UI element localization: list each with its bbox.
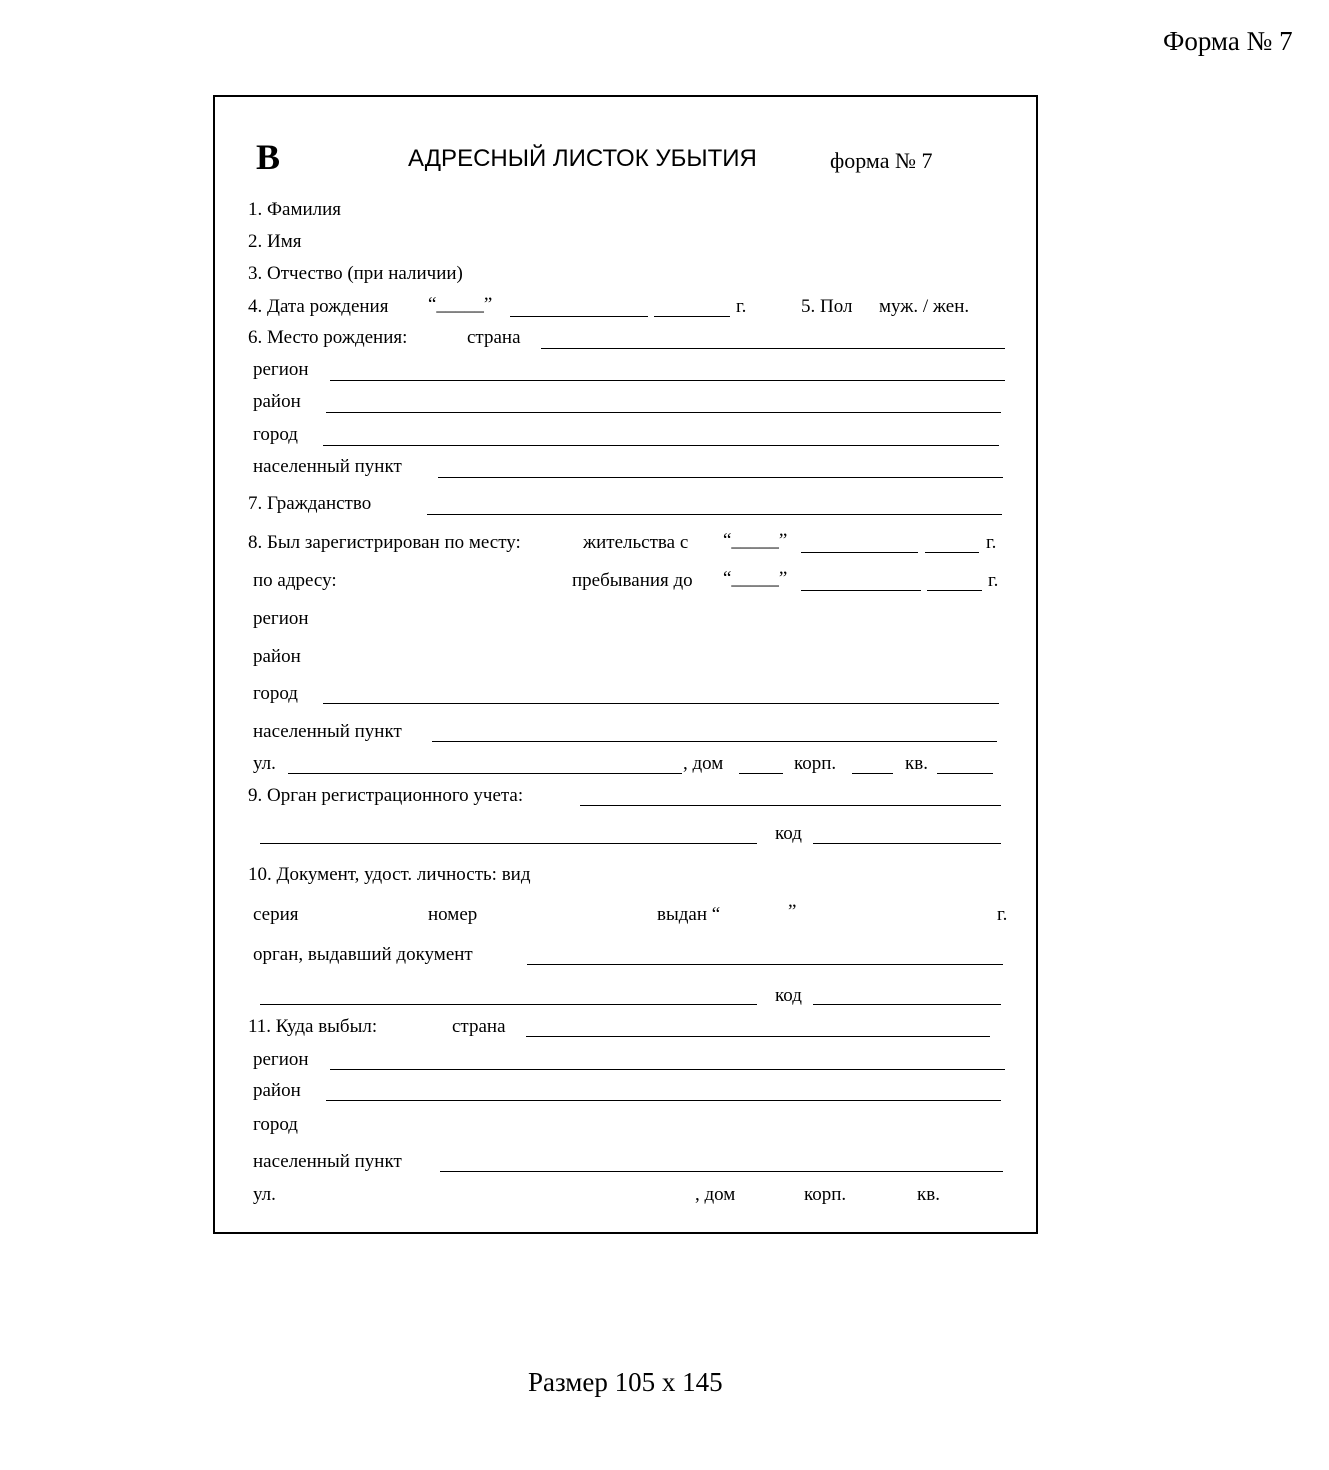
- birth-month-line[interactable]: [510, 316, 648, 317]
- label-registration-authority: 9. Орган регистрационного учета:: [248, 785, 524, 806]
- stay-day-quote: “_____”: [723, 568, 788, 589]
- label-dest-settlement: населенный пункт: [253, 1151, 402, 1172]
- label-document: 10. Документ, удост. личность: вид: [248, 864, 531, 885]
- issuer-line[interactable]: [527, 964, 1003, 965]
- form-letter: В: [256, 137, 281, 177]
- label-issuer-code: код: [775, 985, 802, 1006]
- label-issuer: орган, выдавший документ: [253, 944, 473, 965]
- issuer-code-line[interactable]: [813, 1004, 1001, 1005]
- label-at-address: по адресу:: [253, 570, 337, 591]
- label-birth-settlement: населенный пункт: [253, 456, 402, 477]
- dest-country-line[interactable]: [526, 1036, 990, 1037]
- birth-country-line[interactable]: [541, 348, 1005, 349]
- label-residence-from: жительства с: [583, 532, 689, 553]
- label-dest-district: район: [253, 1080, 301, 1101]
- stay-year-line[interactable]: [927, 590, 982, 591]
- label-name: 2. Имя: [248, 231, 302, 252]
- dest-region-line[interactable]: [330, 1069, 1005, 1070]
- reg-building-line[interactable]: [852, 773, 893, 774]
- dest-district-line[interactable]: [326, 1100, 1001, 1101]
- birth-settlement-line[interactable]: [438, 477, 1003, 478]
- birth-year-suffix: г.: [736, 296, 747, 317]
- label-birth-city: город: [253, 424, 298, 445]
- label-patronymic: 3. Отчество (при наличии): [248, 263, 463, 284]
- reg-apartment-line[interactable]: [937, 773, 993, 774]
- label-dest-apartment: кв.: [917, 1184, 940, 1205]
- birth-year-line[interactable]: [654, 316, 730, 317]
- birth-district-line[interactable]: [326, 412, 1001, 413]
- label-birth-district: район: [253, 391, 301, 412]
- label-birth-region: регион: [253, 359, 309, 380]
- stay-month-line[interactable]: [801, 590, 921, 591]
- form-number: Форма № 7: [1163, 26, 1293, 56]
- reg-settlement-line[interactable]: [432, 741, 997, 742]
- label-reg-city: город: [253, 683, 298, 704]
- issuer-line-2[interactable]: [260, 1004, 757, 1005]
- citizenship-line[interactable]: [427, 514, 1002, 515]
- label-destination: 11. Куда выбыл:: [248, 1016, 378, 1037]
- registration-authority-line-2[interactable]: [260, 843, 757, 844]
- sex-options[interactable]: муж. / жен.: [879, 296, 970, 317]
- reg-city-line[interactable]: [323, 703, 999, 704]
- label-dest-region: регион: [253, 1049, 309, 1070]
- dest-settlement-line[interactable]: [440, 1171, 1003, 1172]
- residence-month-line[interactable]: [801, 552, 918, 553]
- reg-house-line[interactable]: [739, 773, 783, 774]
- authority-code-line[interactable]: [813, 843, 1001, 844]
- reg-street-line[interactable]: [288, 773, 682, 774]
- label-dest-country: страна: [452, 1016, 506, 1037]
- registration-authority-line[interactable]: [580, 805, 1001, 806]
- label-reg-building: корп.: [794, 753, 837, 774]
- birth-day-quote: “_____”: [428, 294, 493, 315]
- label-issued: выдан “: [657, 904, 721, 925]
- label-sex: 5. Пол: [801, 296, 853, 317]
- label-reg-settlement: населенный пункт: [253, 721, 402, 742]
- label-surname: 1. Фамилия: [248, 199, 342, 220]
- label-dest-city: город: [253, 1114, 298, 1135]
- birth-region-line[interactable]: [330, 380, 1005, 381]
- label-dest-building: корп.: [804, 1184, 847, 1205]
- label-reg-house: , дом: [683, 753, 724, 774]
- label-reg-apartment: кв.: [905, 753, 928, 774]
- label-authority-code: код: [775, 823, 802, 844]
- label-number: номер: [428, 904, 478, 925]
- size-caption: Размер 105 х 145: [528, 1367, 723, 1397]
- label-birth-country: страна: [467, 327, 521, 348]
- label-birth-date: 4. Дата рождения: [248, 296, 389, 317]
- label-registered: 8. Был зарегистрирован по месту:: [248, 532, 521, 553]
- form-title: АДРЕСНЫЙ ЛИСТОК УБЫТИЯ: [408, 145, 757, 172]
- label-dest-street: ул.: [253, 1184, 276, 1205]
- residence-year-line[interactable]: [925, 552, 979, 553]
- residence-year-suffix: г.: [986, 532, 997, 553]
- form-reference: форма № 7: [830, 148, 933, 173]
- issued-quote-close: ”: [788, 901, 797, 922]
- label-reg-region: регион: [253, 608, 309, 629]
- label-stay-until: пребывания до: [572, 570, 693, 591]
- label-reg-street: ул.: [253, 753, 276, 774]
- label-birthplace: 6. Место рождения:: [248, 327, 408, 348]
- residence-day-quote: “_____”: [723, 530, 788, 551]
- label-series: серия: [253, 904, 299, 925]
- label-dest-house: , дом: [695, 1184, 736, 1205]
- label-citizenship: 7. Гражданство: [248, 493, 372, 514]
- stay-year-suffix: г.: [988, 570, 999, 591]
- birth-city-line[interactable]: [323, 445, 999, 446]
- label-reg-district: район: [253, 646, 301, 667]
- issued-year-suffix: г.: [997, 904, 1008, 925]
